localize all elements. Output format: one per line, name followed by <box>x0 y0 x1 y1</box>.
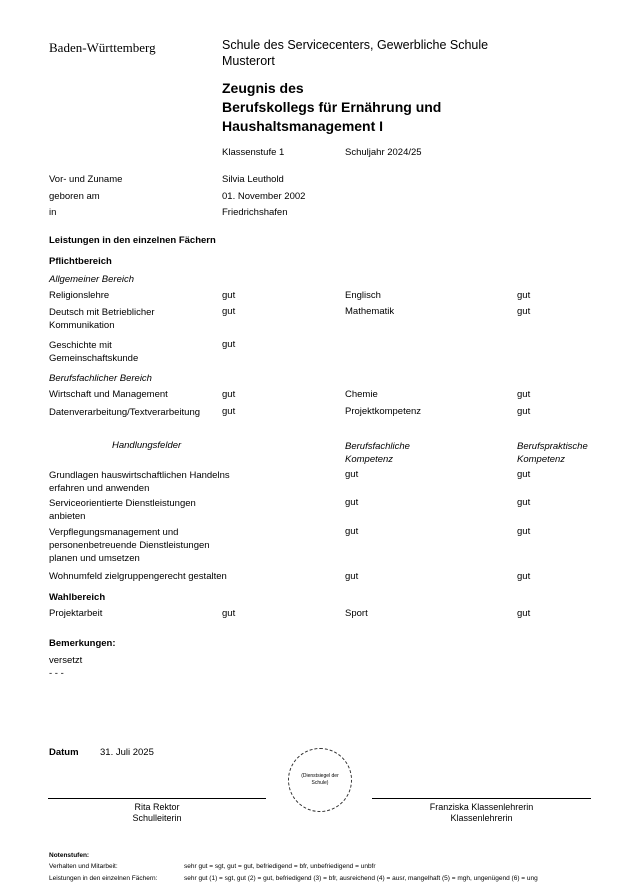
field-prac-grade: gut <box>517 526 531 537</box>
field-prac-grade: gut <box>517 469 531 480</box>
subject-grade: gut <box>222 290 236 301</box>
student-birthdate: 01. November 2002 <box>222 191 306 202</box>
subject-name: Deutsch mit Betrieblicher Kommunikation <box>49 307 155 331</box>
name-label: Vor- und Zuname <box>49 174 123 185</box>
principal-name: Rita Rektor <box>134 802 180 812</box>
field-prac-grade: gut <box>517 497 531 508</box>
field-name: Wohnumfeld zielgruppengerecht gestalten <box>49 571 227 582</box>
prof-competence-heading: Berufsfachliche Kompetenz <box>345 441 410 465</box>
school-name: Schule des Servicecenters, Gewerbliche Schule <box>222 38 489 52</box>
subject-name: Datenverarbeitung/Textverarbeitung <box>49 407 201 418</box>
principal-role: Schulleiterin <box>132 813 182 823</box>
birthplace-label: in <box>49 207 57 218</box>
field-prac-grade: gut <box>517 571 531 582</box>
certificate-title-line2: Berufskollegs für Ernährung und <box>222 99 442 115</box>
subject-grade: gut <box>517 389 531 400</box>
elective-heading: Wahlbereich <box>49 592 106 603</box>
subject-name: Projektarbeit <box>49 608 103 619</box>
subject-grade: gut <box>222 306 236 317</box>
general-heading: Allgemeiner Bereich <box>49 274 135 285</box>
subject-name: Projektkompetenz <box>345 406 422 417</box>
subject-grade: gut <box>222 389 236 400</box>
field-name: Grundlagen hauswirtschaftlichen Handelns erfahren und anwenden <box>49 470 230 494</box>
student-name: Silvia Leuthold <box>222 174 284 185</box>
subject-grade: gut <box>222 406 236 417</box>
signature-line-left <box>48 798 266 799</box>
subjects-scale: sehr gut (1) = sgt, gut (2) = gut, befriedigend (3) = bfr, ausreichend (4) = ausr, mangelhaft (5) = mgh, ungenügend (6) = ung <box>184 875 538 882</box>
conduct-scale: sehr gut = sgt, gut = gut, befriedigend = bfr, unbefriedigend = unbfr <box>184 863 376 870</box>
subject-grade: gut <box>517 608 531 619</box>
vocational-heading: Berufsfachlicher Bereich <box>49 373 152 384</box>
date-label: Datum <box>49 747 79 758</box>
signature-line-right <box>372 798 591 799</box>
teacher-name: Franziska Klassenlehrerin <box>429 802 534 812</box>
student-birthplace: Friedrichshafen <box>222 207 288 218</box>
date-value: 31. Juli 2025 <box>100 747 154 758</box>
state-name: Baden-Württemberg <box>49 40 156 55</box>
subject-grade: gut <box>517 406 531 417</box>
subject-name: Sport <box>345 608 368 619</box>
fields-heading: Handlungsfelder <box>112 440 182 451</box>
field-name: Verpflegungsmanagement und personenbetreuende Dienstleistungen planen und umsetzen <box>49 527 210 564</box>
subject-name: Religionslehre <box>49 290 110 301</box>
subject-name: Englisch <box>345 290 381 301</box>
field-prof-grade: gut <box>345 571 359 582</box>
conduct-label: Verhalten und Mitarbeit: <box>49 863 118 870</box>
subject-grade: gut <box>222 339 236 350</box>
subject-grade: gut <box>517 306 531 317</box>
prac-competence-heading: Berufspraktische Kompetenz <box>517 441 588 465</box>
remarks-heading: Bemerkungen: <box>49 638 116 649</box>
birthdate-label: geboren am <box>49 191 100 202</box>
field-name: Serviceorientierte Dienstleistungen anbieten <box>49 498 196 522</box>
certificate-title: Zeugnis des <box>222 80 304 96</box>
school-location: Musterort <box>222 54 275 68</box>
field-prof-grade: gut <box>345 469 359 480</box>
performance-heading: Leistungen in den einzelnen Fächern <box>49 235 216 246</box>
subjects-label: Leistungen in den einzelnen Fächern: <box>49 875 158 882</box>
remarks-line: versetzt <box>49 655 83 666</box>
principal-signature <box>48 802 266 824</box>
subject-name: Chemie <box>345 389 378 400</box>
class-level: Klassenstufe 1 <box>222 147 285 158</box>
teacher-role: Klassenlehrerin <box>450 813 513 823</box>
grading-key-title: Notenstufen: <box>49 852 90 859</box>
subject-grade: gut <box>222 608 236 619</box>
field-prof-grade: gut <box>345 526 359 537</box>
subject-name: Wirtschaft und Management <box>49 389 168 400</box>
school-year: Schuljahr 2024/25 <box>345 147 422 158</box>
mandatory-heading: Pflichtbereich <box>49 256 112 267</box>
official-seal <box>288 748 352 812</box>
certificate-title-line3: Haushaltsmanagement I <box>222 118 384 134</box>
field-prof-grade: gut <box>345 497 359 508</box>
subject-grade: gut <box>517 290 531 301</box>
remarks-line: - - - <box>49 668 64 679</box>
subject-name: Geschichte mit Gemeinschaftskunde <box>49 340 139 364</box>
teacher-signature <box>372 802 591 824</box>
seal-text: (Dienstsiegel der Schule) <box>301 773 339 786</box>
subject-name: Mathematik <box>345 306 395 317</box>
